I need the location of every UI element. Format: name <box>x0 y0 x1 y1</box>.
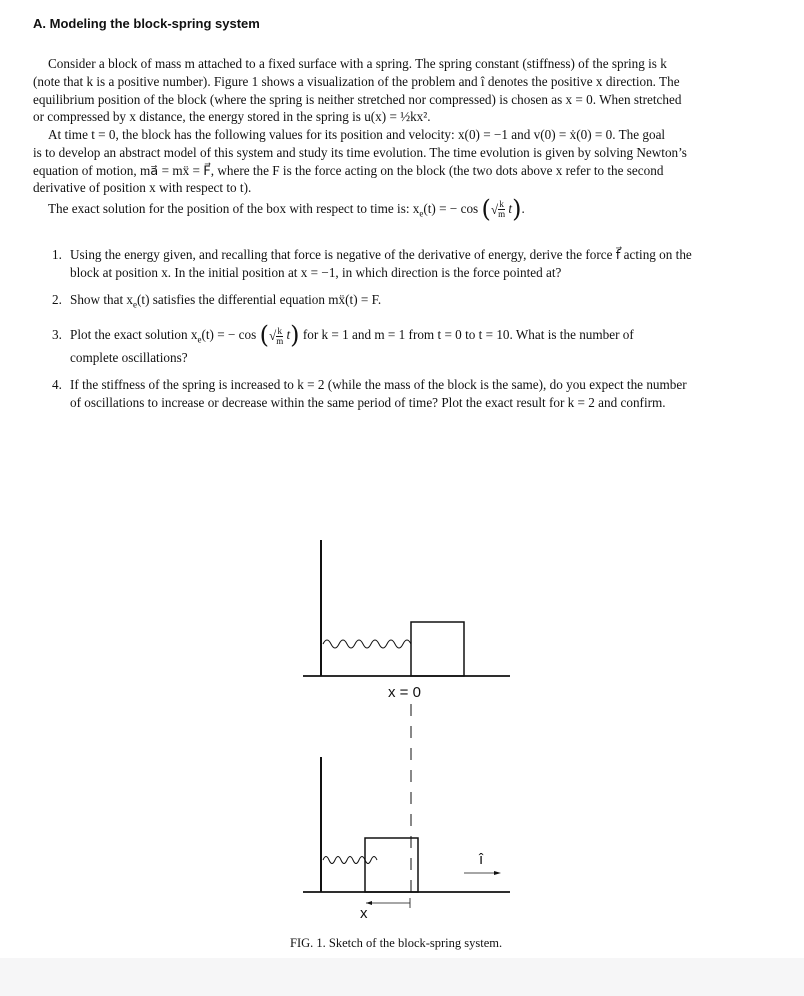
page-bottom-band <box>0 958 804 996</box>
question-3-range: for k = 1 and m = 1 from t = 0 to t = 10. What is the number of <box>302 327 634 343</box>
question-3-equation: (t) = − cos <box>201 327 257 343</box>
left-paren: ( <box>481 195 491 224</box>
block-top <box>411 622 464 676</box>
block-bottom <box>365 838 418 892</box>
exact-solution-text: The exact solution for the position of the box with respect to time is: x <box>48 201 420 216</box>
question-number: 4. <box>52 377 62 393</box>
question-number: 2. <box>52 291 62 307</box>
right-paren: ) <box>290 321 300 350</box>
question-3-subscript: e <box>197 334 202 345</box>
paragraph-ic-line-4: derivative of position x with respect to t). <box>33 180 252 196</box>
paragraph-intro-line-2: (note that k is a positive number). Figure 1 shows a visualization of the problem and î denotes the positive x direction. The <box>33 73 680 89</box>
paragraph-ic-line-3: equation of motion, ma⃗ = mẍ = F⃗, where the F is the force acting on the block (the two dots above x refer to the second <box>33 162 664 178</box>
sqrt-symbol: √ <box>490 202 499 218</box>
question-2-rest: (t) satisfies the differential equation mẍ(t) = F. <box>137 291 382 307</box>
k-over-m-fraction: $\frac{k}{m}$ <box>276 325 284 346</box>
spring-bottom <box>323 857 377 864</box>
left-paren: ( <box>259 321 269 350</box>
unit-vector-arrowhead <box>494 871 501 875</box>
paragraph-intro-line-4: or compressed by x distance, the energy stored in the spring is u(x) = ½kx². <box>33 109 431 125</box>
question-4-line-2: of oscillations to increase or decrease within the same period of time? Plot the exact result for k = 2 and confirm. <box>70 395 666 411</box>
spring-top <box>323 640 411 648</box>
equilibrium-label: x = 0 <box>388 684 421 701</box>
sqrt-symbol: √ <box>268 328 277 344</box>
question-4-line-1: If the stiffness of the spring is increased to k = 2 (while the mass of the block is the same), do you expect the number <box>70 377 687 393</box>
question-1-line-1: Using the energy given, and recalling that force is negative of the derivative of energy, derive the force f⃗ acting on the <box>70 247 692 262</box>
exact-solution-line: The exact solution for the position of the box with respect to time is: $x_e(t)$ = − cos (√ $\frac{k}{m}$ t). <box>48 195 525 224</box>
paragraph-ic-line-1: At time t = 0, the block has the following values for its position and velocity: x(0) = −1 and v(0) = ẋ(0) = 0. The goal <box>48 127 666 142</box>
exact-solution-subscript: e <box>419 208 424 219</box>
right-paren: ) <box>512 195 522 224</box>
question-2-text: Show that x <box>70 291 134 307</box>
time-variable: t <box>286 327 291 343</box>
paragraph-intro-line-1: Consider a block of mass m attached to a fixed surface with a spring. The spring constant (stiffness) of the spring is k <box>48 56 667 71</box>
exact-solution-rest: (t) = − cos <box>423 201 479 216</box>
question-1-line-2: block at position x. In the initial position at x = −1, in which direction is the force pointed at? <box>70 264 562 280</box>
question-number: 3. <box>52 327 62 343</box>
displacement-label: x <box>360 905 368 922</box>
question-number: 1. <box>52 247 62 262</box>
paragraph-ic-line-2: is to develop an abstract model of this system and study its time evolution. The time evolution is given by solving Newton’s <box>33 144 687 160</box>
question-3-line-2: complete oscillations? <box>70 350 188 366</box>
time-variable: t <box>508 201 513 216</box>
question-2-subscript: e <box>133 299 138 310</box>
question-3-text: Plot the exact solution x <box>70 327 198 343</box>
k-over-m-fraction: $\frac{k}{m}$ <box>498 199 506 220</box>
paragraph-intro-line-3: equilibrium position of the block (where the spring is neither stretched nor compressed) is chosen as x = 0. When stretched <box>33 91 682 107</box>
section-heading: A. Modeling the block-spring system <box>33 16 260 31</box>
unit-vector-label: î <box>479 851 484 868</box>
figure-caption: FIG. 1. Sketch of the block-spring system. <box>290 936 503 950</box>
